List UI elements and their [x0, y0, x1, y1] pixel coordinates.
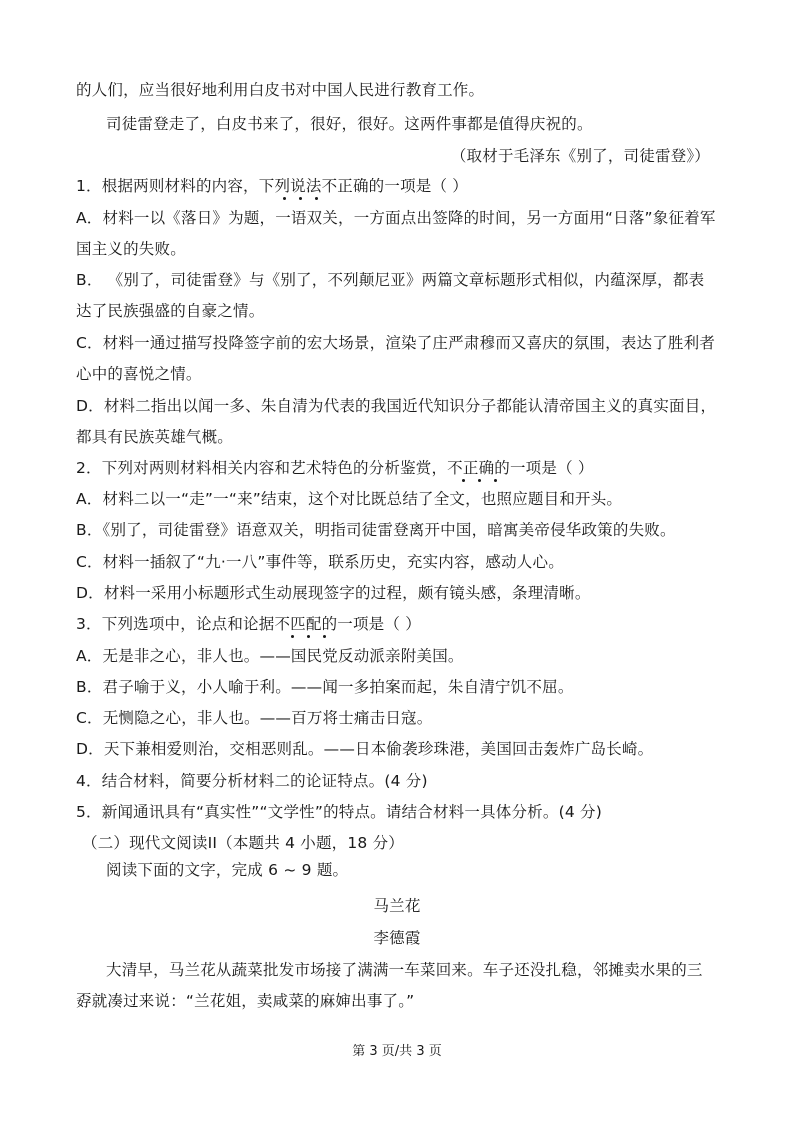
option-line: A．材料二以一“走”一“来”结束，这个对比既总结了全文，也照应题目和开头。: [76, 490, 623, 508]
emphasis-dot: [283, 197, 286, 200]
option-line: D．材料二指出以闻一多、朱自清为代表的我国近代知识分子都能认清帝国主义的真实面目，: [76, 397, 717, 415]
option-line: A．无是非之心，非人也。——国民党反动派亲附美国。: [76, 647, 464, 665]
option-line: 国主义的失败。: [76, 240, 186, 258]
emphasis-dot: [323, 635, 326, 638]
emphasis-dot: [494, 479, 497, 482]
option-line: D．材料一采用小标题形式生动展现签字的过程，颇有镜头感，条理清晰。: [76, 584, 591, 602]
emphasis-dot: [315, 197, 318, 200]
emphasis-dot: [307, 635, 310, 638]
article-author: 李德霞: [373, 929, 421, 947]
question-3: 3．下列选项中，论点和论据不匹配的一项是（ ）: [76, 615, 421, 633]
question-5: 5．新闻通讯具有“真实性”“文学性”的特点。请结合材料一具体分析。(4 分): [76, 803, 602, 821]
option-line: B． 《别了，司徒雷登》与《别了，不列颠尼亚》两篇文章标题形式相似，内蕴深厚，都表: [76, 271, 705, 289]
option-line: 都具有民族英雄气概。: [76, 428, 234, 446]
text-line: 的人们，应当很好地利用白皮书对中国人民进行教育工作。: [76, 81, 485, 99]
emphasis-dot: [291, 635, 294, 638]
option-line: C．材料一通过描写投降签字前的宏大场景，渲染了庄严肃穆而又喜庆的氛围，表达了胜利者: [76, 334, 716, 352]
question-2: 2．下列对两则材料相关内容和艺术特色的分析鉴赏，不正确的一项是（ ）: [76, 459, 594, 477]
option-line: A．材料一以《落日》为题，一语双关，一方面点出签降的时间，另一方面用“日落”象征着军: [76, 209, 716, 227]
option-line: D．天下兼相爱则治，交相恶则乱。——日本偷袭珍珠港，美国回击轰炸广岛长崎。: [76, 740, 654, 758]
instruction: 阅读下面的文字，完成 6 ~ 9 题。: [106, 861, 349, 879]
option-line: C．材料一插叙了“九·一八”事件等，联系历史，充实内容，感动人心。: [76, 553, 564, 571]
page-footer: 第 3 页/共 3 页: [352, 1044, 442, 1059]
source-citation: （取材于毛泽东《别了，司徒雷登》）: [450, 147, 710, 165]
article-title: 马兰花: [373, 897, 421, 915]
paragraph-line: 大清早，马兰花从蔬菜批发市场接了满满一车菜回来。车子还没扎稳，邻摊卖水果的三: [106, 961, 703, 979]
question-4: 4．结合材料，简要分析材料二的论证特点。(4 分): [76, 772, 428, 790]
option-line: 心中的喜悦之情。: [76, 365, 202, 383]
option-line: B．君子喻于义，小人喻于利。——闻一多拍案而起，朱自清宁饥不屈。: [76, 678, 574, 696]
paragraph-line: 孬就凑过来说：“兰花姐，卖咸菜的麻婶出事了。”: [76, 992, 415, 1010]
option-line: C．无恻隐之心，非人也。——百万将士痛击日寇。: [76, 709, 433, 727]
section-heading: （二）现代文阅读II（本题共 4 小题，18 分）: [82, 834, 405, 852]
question-1: 1．根据两则材料的内容，下列说法不正确的一项是（ ）: [76, 177, 468, 195]
emphasis-dot: [478, 479, 481, 482]
emphasis-dot: [299, 197, 302, 200]
option-line: B．《别了，司徒雷登》语意双关，明指司徒雷登离开中国，暗寓美帝侵华政策的失败。: [76, 521, 676, 539]
text-line: 司徒雷登走了，白皮书来了，很好，很好。这两件事都是值得庆祝的。: [106, 115, 593, 133]
emphasis-dot: [462, 479, 465, 482]
option-line: 达了民族强盛的自豪之情。: [76, 302, 265, 320]
